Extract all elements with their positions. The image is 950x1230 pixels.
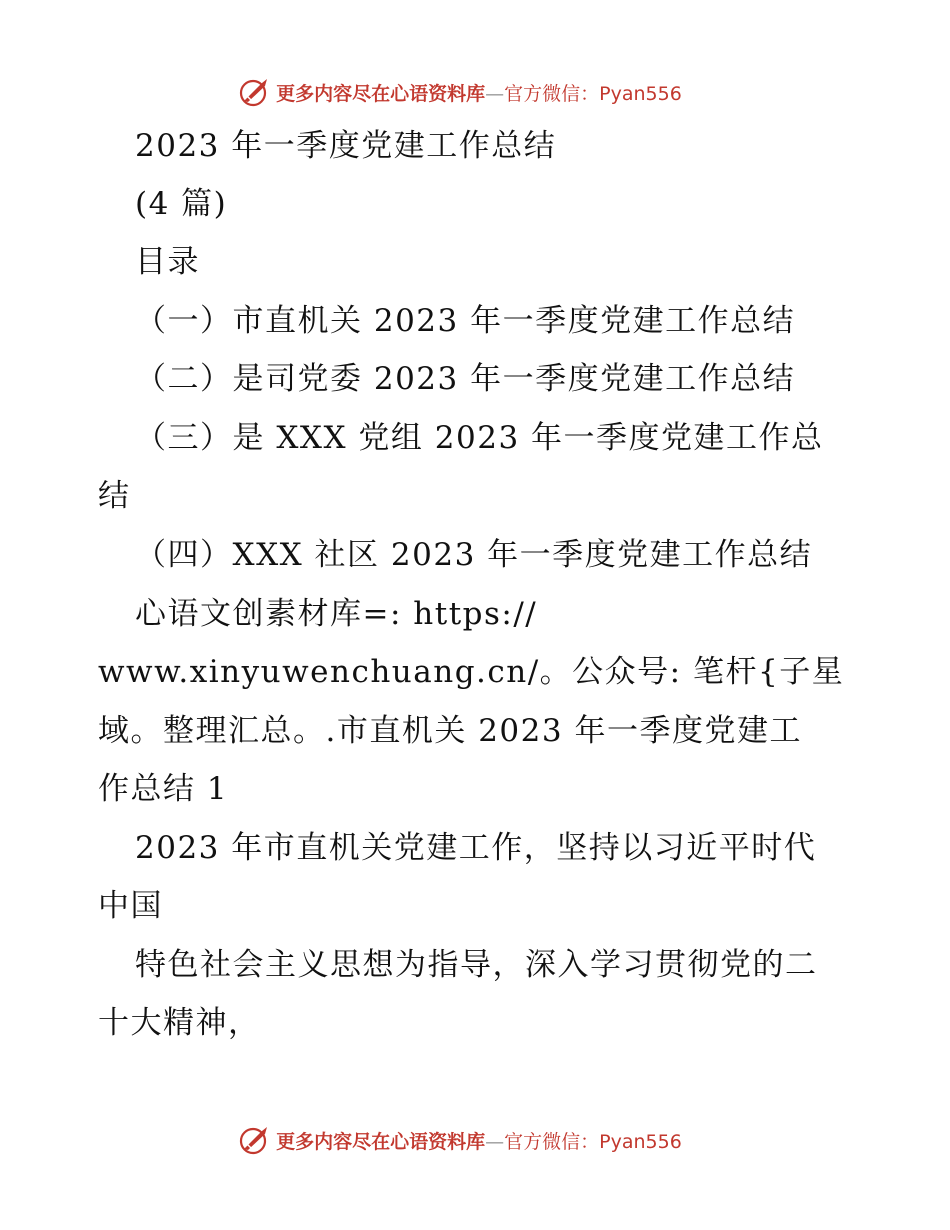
body-paragraph-line: 心语文创素材库=: https:// xyxy=(135,596,538,632)
toc-item-4: （四）XXX 社区 2023 年一季度党建工作总结 xyxy=(135,537,813,573)
document-subtitle: (4 篇) xyxy=(135,186,228,222)
watermark-lead: 更多内容尽在心语资料库 xyxy=(276,1130,486,1153)
body-paragraph-line: 特色社会主义思想为指导，深入学习贯彻党的二 xyxy=(135,947,818,983)
watermark-tail: 官方微信：Pyan556 xyxy=(504,82,682,105)
watermark-text xyxy=(276,79,682,106)
toc-item-3: （三）是 XXX 党组 2023 年一季度党建工作总 xyxy=(135,420,824,456)
quill-pen-logo-icon xyxy=(238,75,272,109)
body-paragraph-line: 十大精神， xyxy=(98,1005,261,1041)
watermark-text xyxy=(276,1127,682,1154)
body-paragraph-line: 中国 xyxy=(98,888,163,924)
watermark-tail: 官方微信：Pyan556 xyxy=(504,1130,682,1153)
watermark-banner-top xyxy=(0,70,950,114)
body-paragraph-line: 域。整理汇总。.市直机关 2023 年一季度党建工 xyxy=(98,713,802,749)
toc-item-1: （一）市直机关 2023 年一季度党建工作总结 xyxy=(135,303,796,339)
quill-pen-logo-icon xyxy=(238,1123,272,1157)
toc-item-3-continued: 结 xyxy=(98,478,131,514)
watermark-banner-bottom xyxy=(0,1118,950,1162)
body-paragraph-line: 2023 年市直机关党建工作，坚持以习近平时代 xyxy=(135,830,817,866)
toc-heading: 目录 xyxy=(135,244,200,280)
body-paragraph-line: www.xinyuwenchuang.cn/。公众号: 笔杆{子星 xyxy=(98,654,845,690)
body-paragraph-line: 作总结 1 xyxy=(98,771,229,807)
watermark-dash: — xyxy=(485,1130,505,1153)
watermark-lead: 更多内容尽在心语资料库 xyxy=(276,82,486,105)
document-title: 2023 年一季度党建工作总结 xyxy=(135,128,557,164)
watermark-dash: — xyxy=(485,82,505,105)
toc-item-2: （二）是司党委 2023 年一季度党建工作总结 xyxy=(135,361,796,397)
